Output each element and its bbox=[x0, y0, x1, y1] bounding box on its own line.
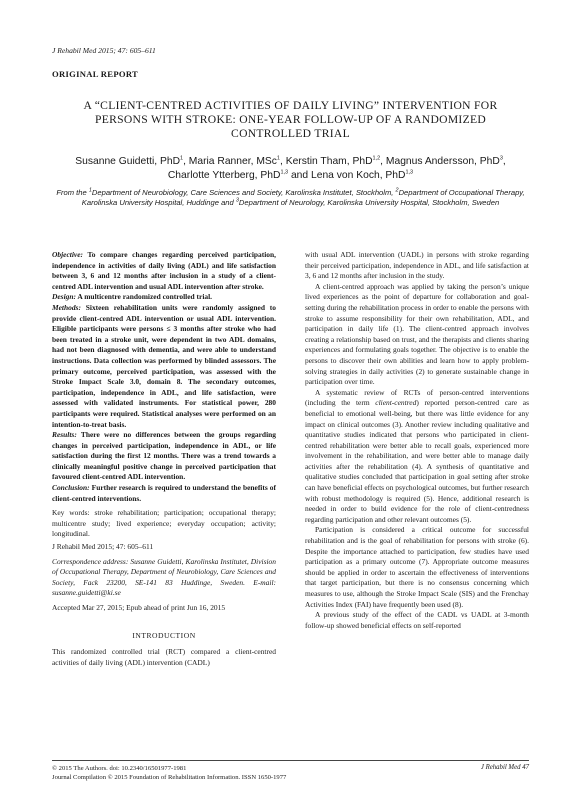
author-name: Charlotte Ytterberg, PhD bbox=[167, 170, 281, 181]
right-column bbox=[305, 250, 529, 631]
section-label: ORIGINAL REPORT bbox=[52, 69, 139, 79]
introduction-paragraph: This randomized controlled trial (RCT) compared a client-centred activities of daily living (ADL) intervention (CADL) bbox=[52, 647, 276, 667]
title-line: PERSONS WITH STROKE: ONE-YEAR FOLLOW-UP OF A RANDOMIZED bbox=[94, 113, 487, 126]
body-paragraph: A systematic review of RCTs of person-centred interventions (including the term client-centred) reported person-centred care as beneficial to emotional well-being, but there was little evidence for any impact on clinical outcomes (3). Another review including qualitative and quantitative studies indicated that persons who participated in client-centred rehabilitation were better able to recall goals, experienced more involvement in the rehabilitation, and were better able to manage daily activities after the rehabilitation (4). A synthesis of quantitative and qualitative studies concluded that participation in goal setting after stroke can have beneficial effects on psychological outcomes, but further research with robust methodology is required (5). Hence, additional research is needed in order to build evidence for the role of client-centredness regarding participation and other relevant outcomes (5). bbox=[305, 387, 529, 524]
author-list bbox=[52, 155, 529, 183]
keywords: Key words: stroke rehabilitation; participation; occupational therapy; multicentre study; lived experience; everyday occupation; activity; longitudinal. bbox=[52, 508, 276, 539]
body-paragraph: with usual ADL intervention (UADL) in persons with stroke regarding their perceived participation, independence in ADL, and life satisfaction at 3, 6 and 12 months after inclusion in the study. bbox=[305, 250, 529, 281]
article-title bbox=[52, 99, 529, 141]
author-name: , Maria Ranner, MSc bbox=[183, 156, 277, 167]
author-affiliation-mark: 1,2 bbox=[372, 155, 381, 162]
emphasized-term: client-centred bbox=[375, 398, 417, 408]
left-column bbox=[52, 250, 276, 668]
journal-reference: J Rehabil Med 2015; 47: 605–611 bbox=[52, 46, 156, 55]
affiliation: From the $^1$Department of Neurobiology, Care Sciences and Society, Karolinska Institutet, Stockholm, $^2$Department of Occupational Therapy, Karolinska University Hospital, Huddinge and $^3$Department of Neurology, Karolinska University Hospital, Stockholm, Sweden bbox=[56, 187, 525, 208]
author-affiliation-mark: 1 bbox=[180, 155, 184, 162]
accepted-date: Accepted Mar 27, 2015; Epub ahead of print Jun 16, 2015 bbox=[52, 603, 226, 612]
author-affiliation-mark: 1 bbox=[276, 155, 280, 162]
introduction-heading: INTRODUCTION bbox=[132, 630, 196, 640]
footer-doi: © 2015 The Authors. doi: 10.2340/16501977-1981 bbox=[52, 765, 187, 772]
body-paragraph: A previous study of the effect of the CADL vs UADL at 3-month follow-up showed beneficial effects on self-reported bbox=[305, 610, 529, 630]
author-name: , Magnus Andersson, PhD bbox=[380, 156, 500, 167]
author-affiliation-mark: 1,3 bbox=[280, 169, 289, 176]
abstract-journal-ref: J Rehabil Med 2015; 47: 605–611 bbox=[52, 542, 154, 552]
body-paragraph: A client-centred approach was applied by taking the person’s unique lived experiences as the point of departure for collaboration and goal-setting during the rehabilitation process in order to enable the persons with stroke to assume responsibility for their own rehabilitation, ADL, and participation in daily life (1). The client-centred approach involves creating a relationship based on trust, and the therapists and clients sharing experiences and formulating goals together. The objective is to enable the persons to discover their own abilities and learn how to apply problem-solving strategies in daily activities (2) to generate sustainable change in participation over time. bbox=[305, 281, 529, 387]
title-line: CONTROLLED TRIAL bbox=[231, 127, 350, 140]
abstract bbox=[52, 250, 276, 504]
abstract-design: Design: A multicentre randomized controlled trial. bbox=[52, 292, 213, 302]
footer-copyright bbox=[52, 764, 286, 782]
title-line: A “CLIENT-CENTRED ACTIVITIES OF DAILY LIVING” INTERVENTION FOR bbox=[83, 99, 498, 112]
abstract-methods: Methods: Sixteen rehabilitation units were randomly assigned to provide client-centred ADL intervention or usual ADL intervention. Eligible participants were persons ≤ 3 months after stroke who had been treated in a stroke unit, were dependent in two ADL domains, had not been diagnosed with dementia, and were able to understand instructions. Data collection was performed by blinded assessors. The primary outcome, perceived participation, was assessed with the Stroke Impact Scale 3.0, domain 8. The secondary outcomes, participation, independence in ADL, and life satisfaction, were assessed with validated instruments. For statistical power, 280 participants were required. Statistical analyses were performed on an intention-to-treat basis. bbox=[52, 302, 276, 429]
footer-divider bbox=[52, 760, 529, 761]
author-name: Susanne Guidetti, PhD bbox=[75, 156, 180, 167]
abstract-results: Results: There were no differences between the groups regarding changes in perceived participation, independence in ADL, or life satisfaction during the first 12 months. There was a trend towards a clinically meaningful positive change in perceived participation that favoured client-centred ADL intervention. bbox=[52, 430, 276, 482]
author-affiliation-mark: 3 bbox=[499, 155, 503, 162]
author-separator: , bbox=[502, 156, 506, 167]
abstract-objective: Objective: To compare changes regarding perceived participation, independence in activities of daily living (ADL) and life satisfaction between 3, 6 and 12 months after inclusion in a study of a client-centred ADL intervention and usual ADL intervention after stroke. bbox=[52, 250, 276, 291]
author-affiliation-mark: 1,3 bbox=[405, 169, 414, 176]
author-name: and Lena von Koch, PhD bbox=[288, 170, 406, 181]
abstract-conclusion: Conclusion: Further research is required to understand the benefits of client-centred interventions. bbox=[52, 483, 276, 503]
body-paragraph: Participation is considered a critical outcome for successful rehabilitation and is the goal of rehabilitation for persons with stroke (6). Despite the importance attached to participation, few studies have used participation as a primary outcome (7). Appropriate outcome measures should be applied in order to ascertain the effectiveness of interventions that target participation, but there is no consensus concerning which measures to use, although the Stroke Impact Scale (SIS) and the Frenchay Activities Index (FAI) have frequently been used (8). bbox=[305, 525, 529, 609]
footer-issn: Journal Compilation © 2015 Foundation of Rehabilitation Information. ISSN 1650-1977 bbox=[52, 774, 287, 781]
footer-journal: J Rehabil Med 47 bbox=[480, 764, 529, 771]
correspondence-address: Correspondence address: Susanne Guidetti, Karolinska Institutet, Division of Occupational Therapy, Department of Neurobiology, Care Sciences and Society, Fack 23200, SE-141 83 Huddinge, Sweden. E-mail: susanne.guidetti@ki.se bbox=[52, 556, 276, 598]
author-name: , Kerstin Tham, PhD bbox=[279, 156, 373, 167]
